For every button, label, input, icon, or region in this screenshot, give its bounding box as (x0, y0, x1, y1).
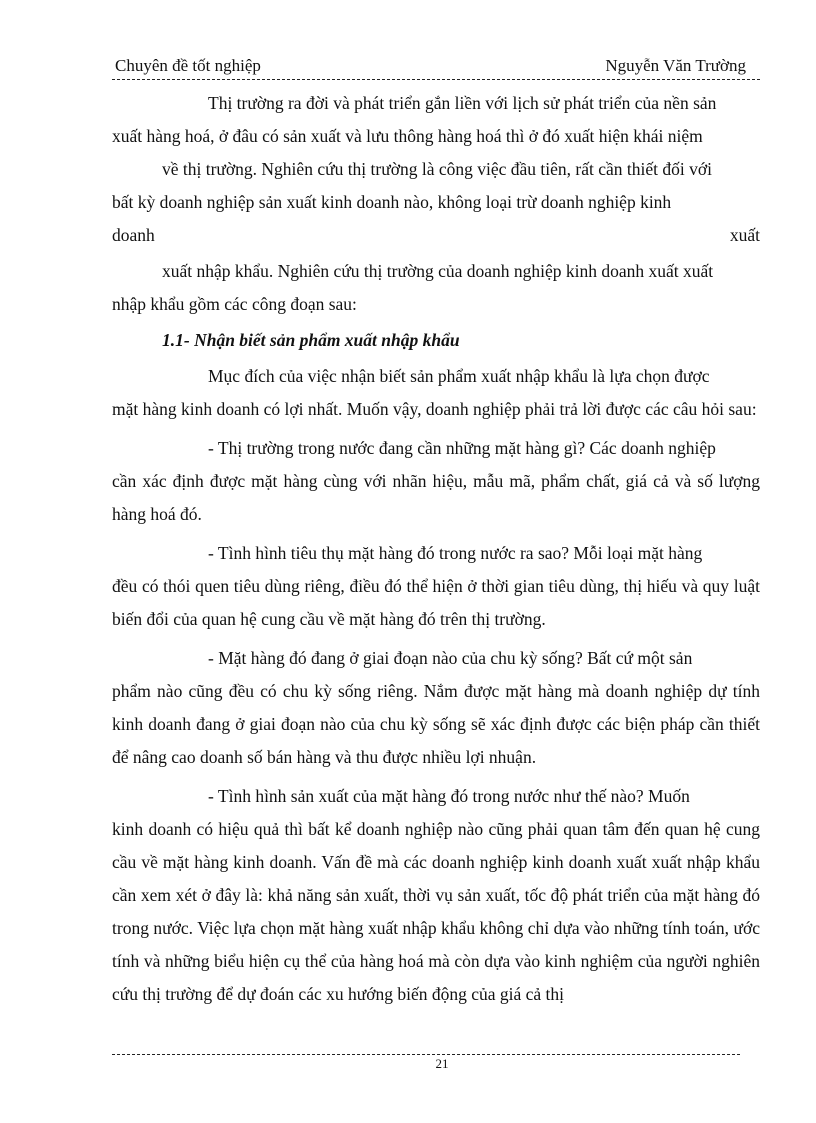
section-heading: 1.1- Nhận biết sản phẩm xuất nhập khẩu (162, 330, 460, 350)
list-item-production (112, 780, 760, 1011)
text-line (112, 219, 760, 252)
paragraph-text: cần xác định được mặt hàng cùng với nhãn hiệu, mẫu mã, phẩm chất, giá cả và số lượng hàng hoá đó. (112, 471, 760, 524)
text-line-content: - Thị trường trong nước đang cần những mặt hàng gì? Các doanh nghiệp (208, 438, 716, 458)
list-item-life-cycle (112, 642, 760, 774)
paragraph-text: kinh doanh có hiệu quả thì bất kể doanh nghiệp nào cũng phải quan tâm đến quan hệ cung cầu về mặt hàng kinh doanh. Vấn đề mà các doanh nghiệp kinh doanh xuất xuất nhập khẩu cần xem xét ở đây là: khả năng sản xuất, thời vụ sản xuất, tốc độ phát triển của mặt hàng đó trong nước. Việc lựa chọn mặt hàng xuất nhập khẩu không chỉ dựa vào những tính toán, ước tính và những biểu hiện cụ thể của hàng hoá mà còn dựa vào kinh nghiệm của người nghiên cứu thị trường để dự đoán các xu hướng biến động của giá cả thị (112, 819, 760, 1004)
paragraph-text: phẩm nào cũng đều có chu kỳ sống riêng. Nắm được mặt hàng mà doanh nghiệp dự tính kinh doanh đang ở giai đoạn nào của chu kỳ sống sẽ xác định được các biện pháp cần thiết để nâng cao doanh số bán hàng và thu được nhiều lợi nhuận. (112, 681, 760, 767)
text-line-content: xuất hàng hoá, ở đâu có sản xuất và lưu thông hàng hoá thì ở đó xuất hiện khái niệm (112, 126, 703, 146)
text-line-content: nhập khẩu gồm các công đoạn sau: (112, 294, 357, 314)
page-number: 21 (435, 1056, 449, 1071)
text-line (112, 255, 760, 288)
text-line (112, 153, 760, 186)
header-author: Nguyễn Văn Trường (605, 56, 746, 75)
text-line-content: bất kỳ doanh nghiệp sản xuất kinh doanh nào, không loại trừ doanh nghiệp kinh (112, 192, 672, 212)
paragraph-research-stages (112, 255, 760, 321)
text-line-content: - Mặt hàng đó đang ở giai đoạn nào của chu kỳ sống? Bất cứ một sản (208, 648, 693, 668)
text-line (112, 642, 760, 675)
paragraph-text: mặt hàng kinh doanh có lợi nhất. Muốn vậy, doanh nghiệp phải trả lời được các câu hỏi sau: (112, 399, 757, 419)
text-line (112, 87, 760, 120)
paragraph-purpose (112, 360, 760, 426)
page-body (112, 87, 760, 1011)
text-line (112, 288, 760, 321)
text-line (112, 537, 760, 570)
text-line-content: - Tình hình sản xuất của mặt hàng đó trong nước như thế nào? Muốn (208, 786, 690, 806)
text-line (112, 186, 760, 219)
paragraph-text: đều có thói quen tiêu dùng riêng, điều đó thể hiện ở thời gian tiêu dùng, thị hiếu và quy luật biến đổi của quan hệ cung cầu về mặt hàng đó trên thị trường. (112, 576, 760, 629)
paragraph-market-intro (112, 87, 760, 252)
text-line-right: xuất (729, 225, 760, 245)
text-line-content: - Tình hình tiêu thụ mặt hàng đó trong nước ra sao? Mỗi loại mặt hàng (208, 543, 703, 563)
text-line (112, 780, 760, 813)
text-line (112, 360, 760, 393)
text-line-content: Mục đích của việc nhận biết sản phẩm xuất nhập khẩu là lựa chọn được (208, 366, 710, 386)
list-item-consumption (112, 537, 760, 636)
text-line (112, 120, 760, 153)
text-line-content: Thị trường ra đời và phát triển gắn liền với lịch sử phát triển của nền sản (208, 93, 717, 113)
text-line (112, 432, 760, 465)
page-header (112, 53, 760, 80)
text-line-content: về thị trường. Nghiên cứu thị trường là công việc đầu tiên, rất cần thiết đối với (162, 159, 712, 179)
text-line-left: doanh (112, 225, 155, 245)
list-item-domestic-demand (112, 432, 760, 531)
text-line-content: xuất nhập khẩu. Nghiên cứu thị trường của doanh nghiệp kinh doanh xuất xuất (162, 261, 714, 281)
footer-divider (112, 1054, 740, 1055)
header-document-type: Chuyên đề tốt nghiệp (115, 56, 261, 75)
